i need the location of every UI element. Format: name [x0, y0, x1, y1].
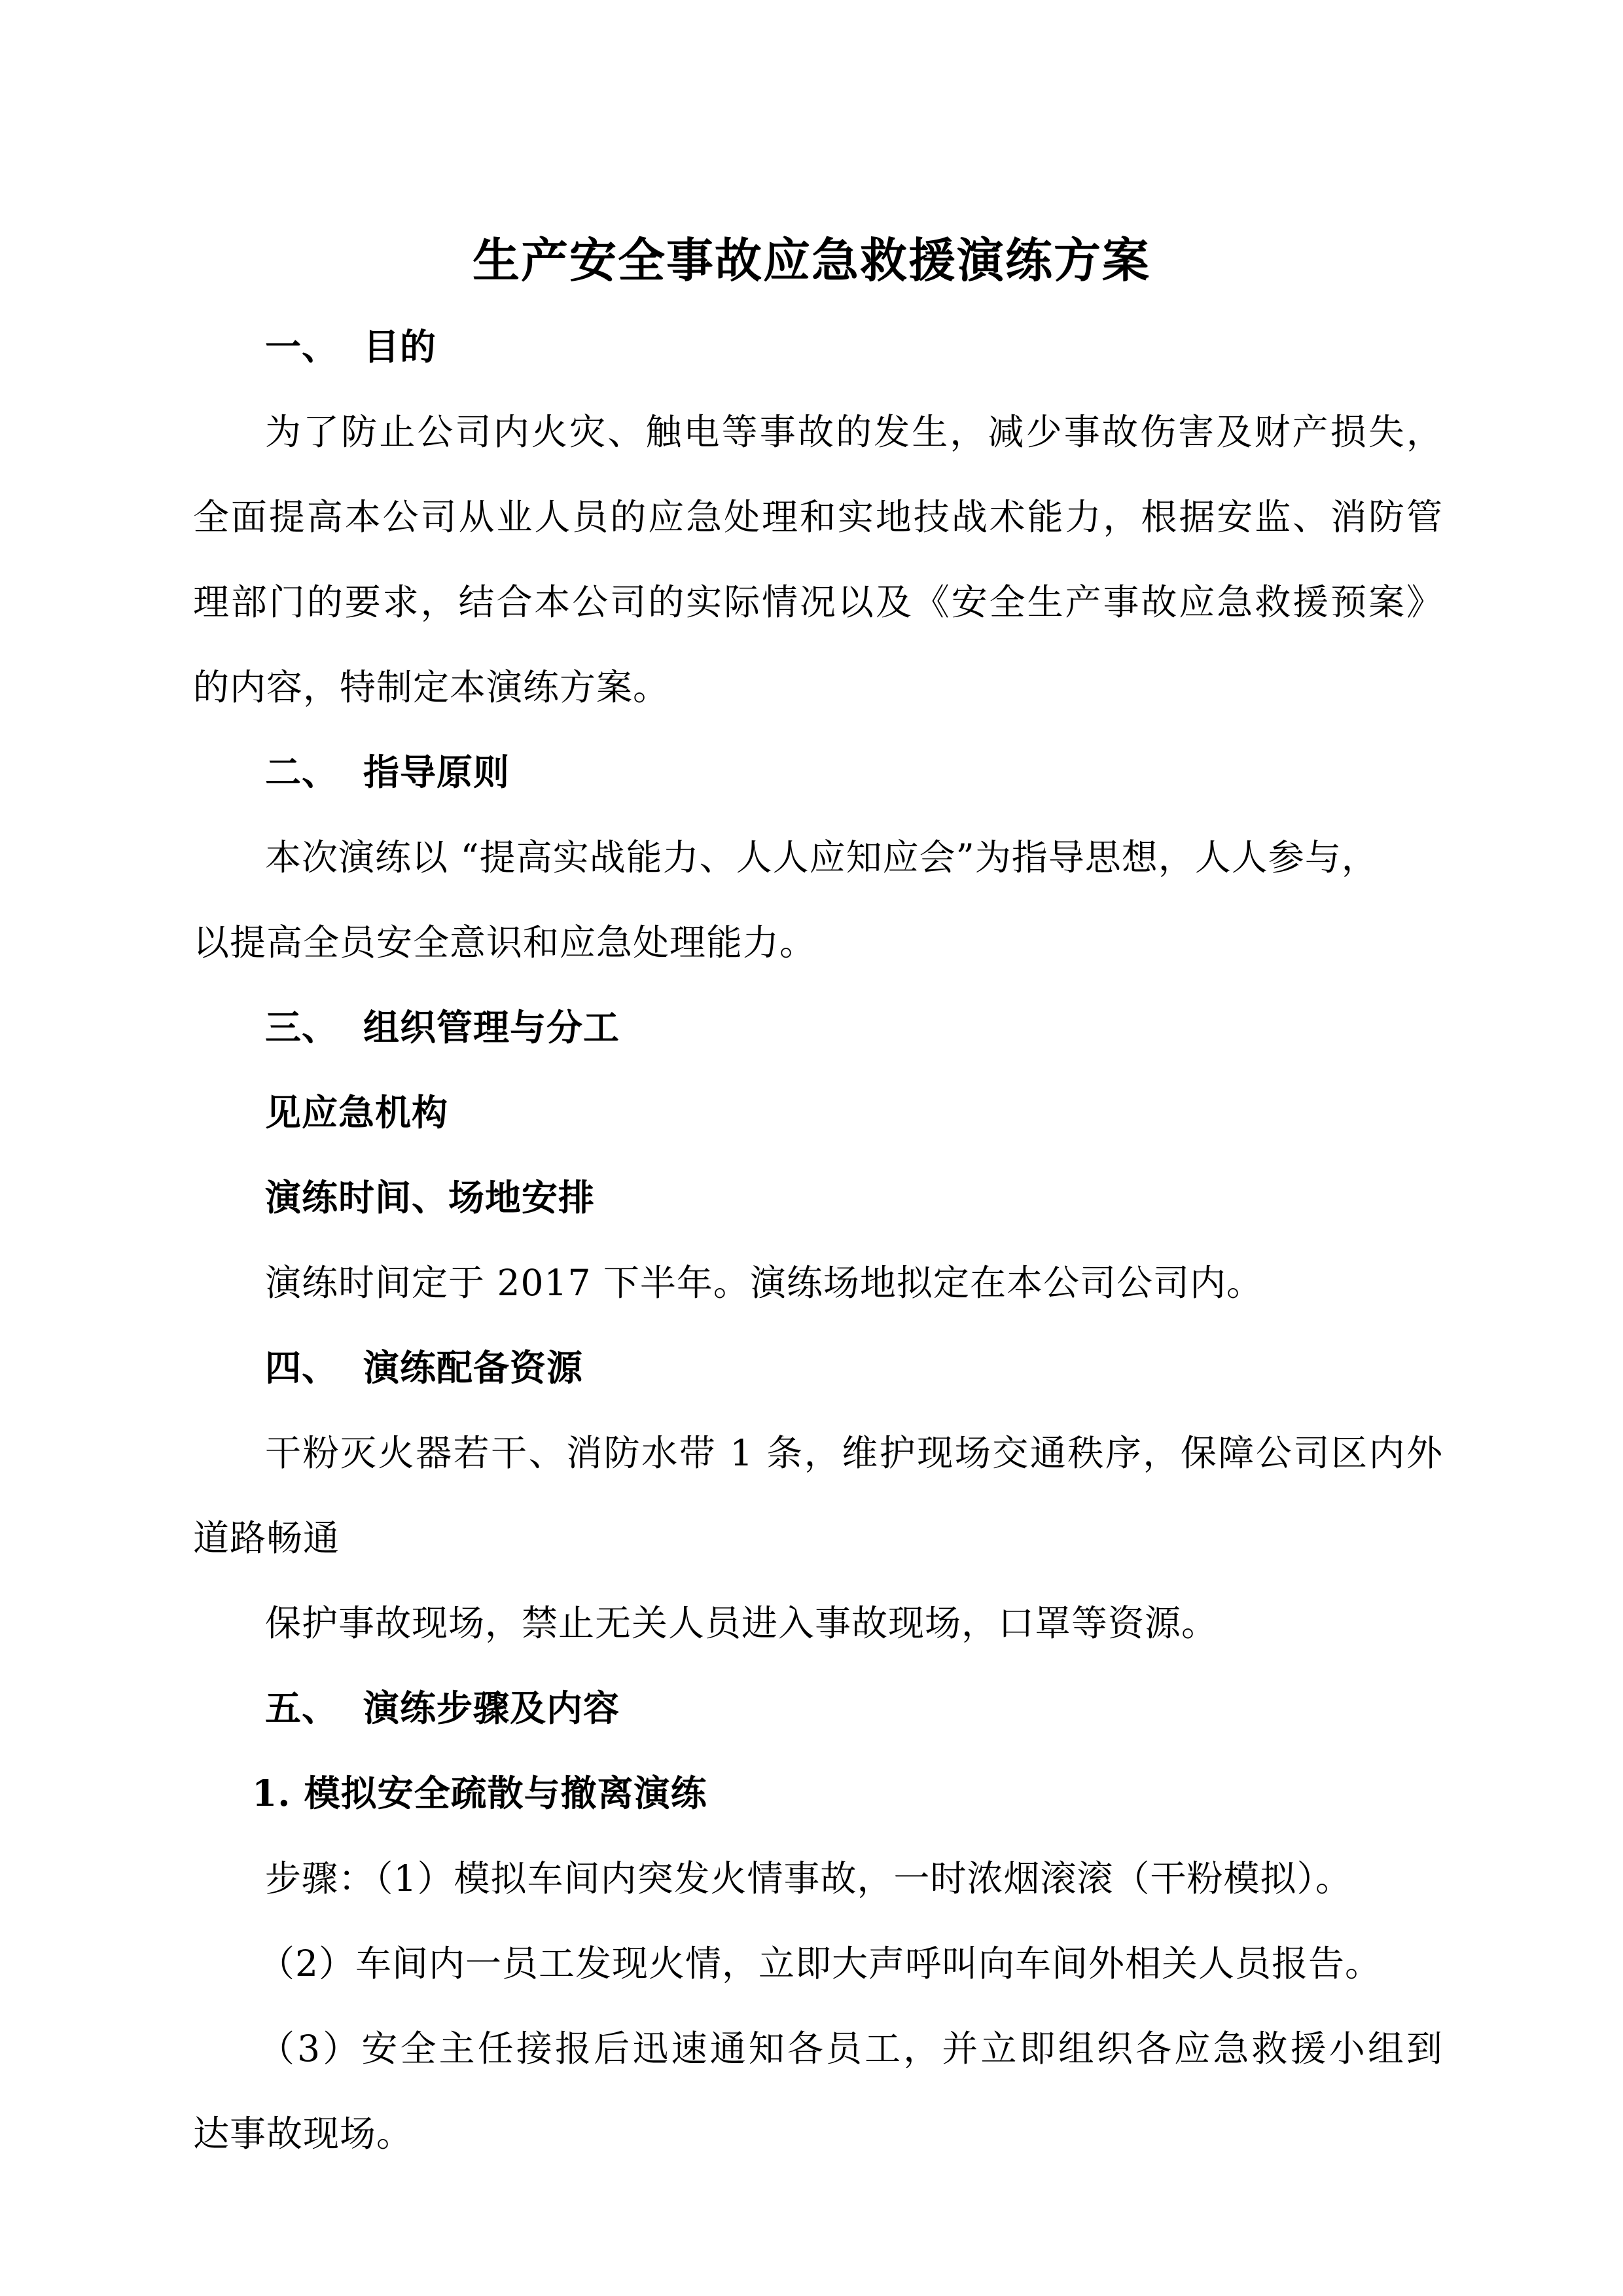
- page-title: 生产安全事故应急救援演练方案: [472, 232, 1150, 288]
- section-heading-steps: [265, 1682, 620, 1734]
- paragraph-line: 的内容，特制定本演练方案。: [193, 666, 670, 708]
- step-line: 达事故现场。: [193, 2113, 414, 2155]
- paragraph-line: 理部门的要求，结合本公司的实际情况以及《安全生产事故应急救援预案》: [193, 581, 1443, 623]
- section-title: 演练步骤及内容: [363, 1687, 620, 1729]
- paragraph-line: 保护事故现场，禁止无关人员进入事故现场，口罩等资源。: [265, 1602, 1219, 1644]
- step-line: （2）车间内一员工发现火情，立即大声呼叫向车间外相关人员报告。: [259, 1943, 1382, 1984]
- section-heading-principles: [265, 746, 510, 798]
- paragraph-line: 本次演练以 “提高实战能力、人人应知应会”为指导思想，人人参与，: [265, 836, 1378, 878]
- paragraph-line: 演练时间定于 2017 下半年。演练场地拟定在本公司公司内。: [265, 1262, 1263, 1304]
- paragraph-line: 道路畅通: [193, 1517, 340, 1559]
- section-title: 目的: [363, 325, 437, 368]
- paragraph-line: 以提高全员安全意识和应急处理能力。: [193, 922, 817, 963]
- section-title: 指导原则: [363, 751, 510, 793]
- paragraph-line: 干粉灭火器若干、消防水带 1 条，维护现场交通秩序，保障公司区内外: [265, 1432, 1443, 1474]
- subheading-emergency-organization: 见应急机构: [265, 1091, 449, 1134]
- section-number: 五、: [265, 1687, 339, 1729]
- subheading-evacuation-drill: 1. 模拟安全疏散与撤离演练: [252, 1772, 707, 1814]
- section-number: 二、: [265, 751, 339, 793]
- section-title: 演练配备资源: [363, 1346, 584, 1389]
- subheading-time-venue: 演练时间、场地安排: [265, 1176, 596, 1219]
- section-title: 组织管理与分工: [363, 1006, 620, 1049]
- section-number: 三、: [265, 1006, 339, 1049]
- section-number: 一、: [265, 325, 339, 368]
- step-line: （3）安全主任接报后迅速通知各员工，并立即组织各应急救援小组到: [259, 2028, 1443, 2070]
- section-heading-resources: [265, 1342, 583, 1394]
- section-number: 四、: [265, 1346, 339, 1389]
- section-heading-purpose: [265, 321, 437, 373]
- section-heading-organization: [265, 1001, 620, 1054]
- step-line: 步骤：（1）模拟车间内突发火情事故，一时浓烟滚滚（干粉模拟）。: [265, 1857, 1352, 1899]
- paragraph-line: 全面提高本公司从业人员的应急处理和实地技战术能力，根据安监、消防管: [193, 496, 1443, 538]
- paragraph-line: 为了防止公司内火灾、触电等事故的发生，减少事故伤害及财产损失，: [265, 411, 1443, 453]
